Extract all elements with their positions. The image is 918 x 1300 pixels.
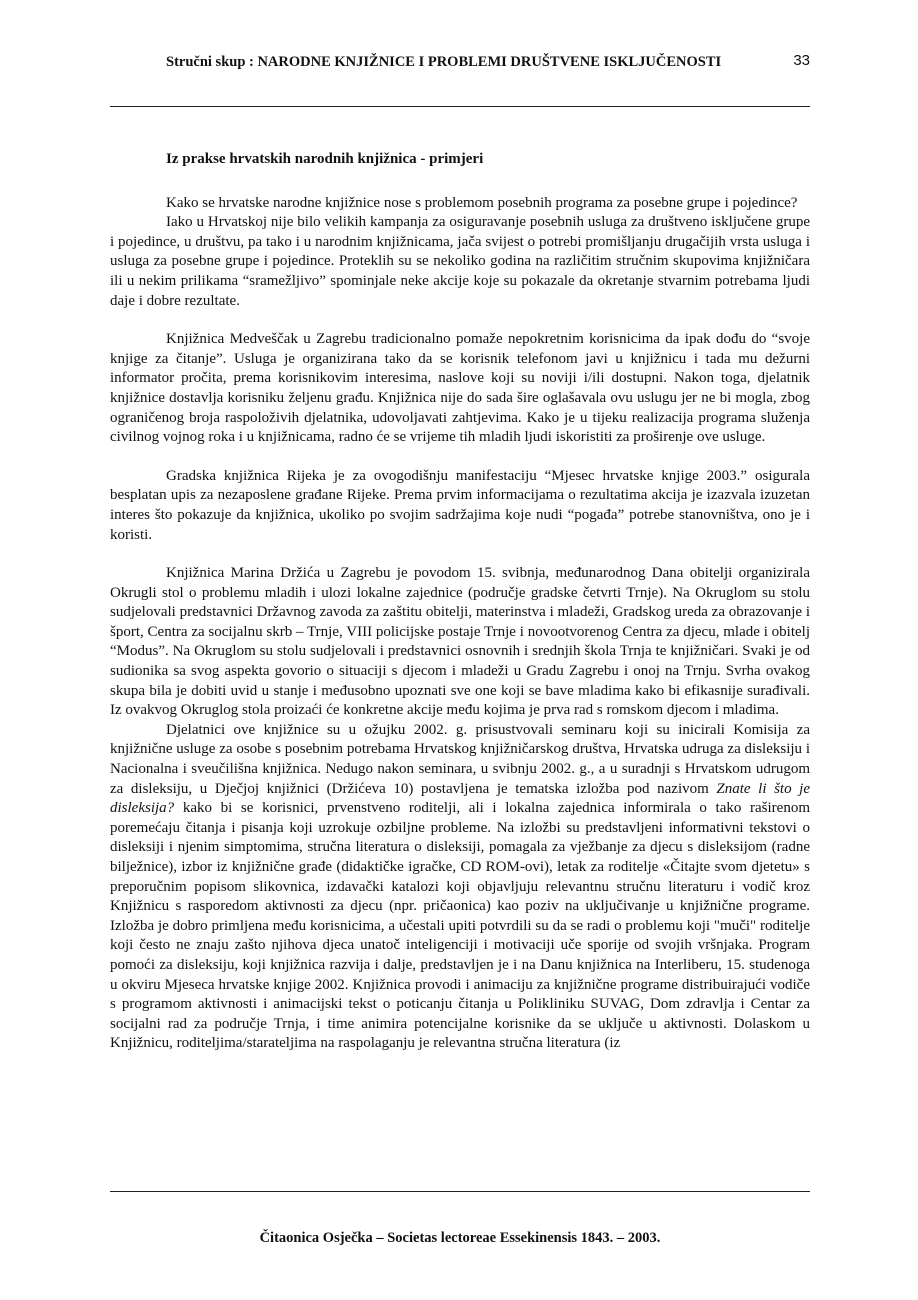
- page-footer: Čitaonica Osječka – Societas lectoreae Essekinensis 1843. – 2003.: [259, 1230, 661, 1246]
- document-body: [110, 150, 810, 1054]
- paragraph-6-text-b: kako bi se korisnici, prvenstveno roditelji, ali i lokalna zajednica informirala o tako raširenom poremećaju čitanja i pisanja koji uzrokuje ozbiljne probleme. Na izložbi su predstavljeni informativni tekstovi o disleksiji i njenim simptomima, stručna literatura o disleksiji, pomagala za vježbanje za djecu s disleksijom (radne bilježnice), izbor iz knjižnične građe (didaktičke igračke, CD ROM-ovi), letak za roditelje «Čitajte svom djetetu» s preporučnim popisom slikovnica, izdavački katalozi koji objavljuju relevantnu stručnu literaturu i vodič kroz Knjižnicu s rasporedom aktivnosti za djecu (npr. pričaonica) kao poziv na uključivanje u knjižnične programe. Izložba je dobro primljena među korisnicima, a učestali upiti potvrdili su da se radi o problemu koji "muči" roditelje koji često ne znaju zašto njihova djeca unatoč inteligenciji i motivaciji uče sporije od svojih vršnjaka. Program pomoći za disleksiju, koji knjižnica razvija i dalje, predstavljen je i na Danu knjižnica na Interliberu, 15. studenoga u okviru Mjeseca hrvatske knjige 2002. Knjižnica provodi i animaciju za knjižnične programe distribuirajući vodiče s programom aktivnosti i animacijski tekst o poticanju čitanja u Polikliniku SUVAG, Dom zdravlja i Centar za socijalni rad za područje Trnja, i time animira potencijalne korisnike da se uključe u aktivnosti. Dolaskom u Knjižnicu, roditeljima/starateljima na raspolaganju je relevantna stručna literatura (iz: [110, 800, 810, 1052]
- paragraph-1: Kako se hrvatske narodne knjižnice nose s problemom posebnih programa za posebne grupe i pojedince?: [166, 194, 798, 211]
- page-number: 33: [793, 52, 810, 69]
- exhibition-title: Znate li što je disleksija?: [110, 780, 810, 817]
- section-heading: Iz prakse hrvatskih narodnih knjižnica - primjeri: [166, 151, 484, 167]
- running-header-title: Stručni skup : NARODNE KNJIŽNICE I PROBLEMI DRUŠTVENE ISKLJUČENOSTI: [166, 54, 722, 70]
- page-header: [110, 54, 810, 76]
- paragraph-6: [110, 721, 810, 1054]
- header-divider: [110, 106, 810, 107]
- paragraph-2: Iako u Hrvatskoj nije bilo velikih kampanja za osiguravanje posebnih usluga za društveno isključene grupe i pojedince, u društvu, pa tako i u narodnim knjižnicama, jača svijest o potrebi promišljanju drugačijih vrsta usluga i usluga za posebne grupe i pojedince. Proteklih su se nekoliko godina na različitim stručnim skupovima knjižničara ili u nekim prilikama “sramežljivo” spominjale neke akcije koje su pokazale da okretanje stvarnim potrebama ljudi daje i dobre rezultate.: [110, 214, 810, 309]
- paragraph-3: Knjižnica Medveščak u Zagrebu tradicionalno pomaže nepokretnim korisnicima da ipak dođu do “svoje knjige za čitanje”. Usluga je organizirana tako da se korisnik telefonom javi u knjižnicu i tada mu dežurni informator pročita, prema korisnikovim interesima, naslove koji su noviji i/ili dostupni. Nakon toga, djelatnik knjižnice dostavlja korisniku željenu građu. Knjižnica nije do sada šire oglašavala ovu uslugu jer ne bi mogla, zbog ograničenog broja raspoloživih djelatnika, udovoljavati zahtjevima. Kako je u tijeku realizacija programa služenja civilnog vojnog roka i u knjižnicama, radno će se vrijeme tih mladih ljudi iskoristiti za proširenje ove usluge.: [110, 331, 810, 446]
- paragraph-5: Knjižnica Marina Držića u Zagrebu je povodom 15. svibnja, međunarodnog Dana obitelji organizirala Okrugli stol o problemu mladih i ulozi lokalne zajednice (područje gradske četvrti Trnje). Na Okruglom su stolu sudjelovali predstavnici Državnog zavoda za zaštitu obitelji, materinstva i mladeži, Gradskog ureda za obrazovanje i šport, Centra za socijalnu skrb – Trnje, VIII policijske postaje Trnje i novootvorenog Centra za djecu, mlade i obitelj “Modus”. Na Okruglom su stolu sudjelovali i predstavnici osnovnih i srednjih škola Trnja te knjižničari. Svaki je od sudionika sa svog aspekta govorio o situaciji s djecom i mladeži u Gradu Zagrebu i onoj na Trnju. Svrha ovakog skupa bila je dobiti uvid u stanje i međusobno upoznati sve one koji se bave mladima kako bi efikasnije surađivali. Iz ovakvog Okruglog stola proizaći će konkretne akcije među kojima je prva rad s romskom djecom i mladima.: [110, 565, 810, 719]
- paragraph-6-text-a: Djelatnici ove knjižnice su u ožujku 2002. g. prisustvovali seminaru koji su inicirali Komisija za knjižnične usluge za osobe s posebnim potrebama Hrvatskog knjižničarskog društva, Hrvatska udruga za disleksiju i Nacionalna i sveučilišna knjižnica. Nedugo nakon seminara, u svibnju 2002. g., a u suradnji s Hrvatskom udrugom za disleksiju, u Dječjoj knjižnici (Držićeva 10) postavljena je tematska izložba pod nazivom: [110, 721, 810, 797]
- paragraph-4: Gradska knjižnica Rijeka je za ovogodišnju manifestaciju “Mjesec hrvatske knjige 2003.” osigurala besplatan upis za nezaposlene građane Rijeke. Prema prvim informacijama o rezultatima akcija je izazvala izuzetan interes što pokazuje da knjižnica, ukoliko po svojim sadržajima koje nudi “pogađa” potrebe stanovništva, ono je i koristi.: [110, 467, 810, 543]
- footer-divider: [110, 1191, 810, 1192]
